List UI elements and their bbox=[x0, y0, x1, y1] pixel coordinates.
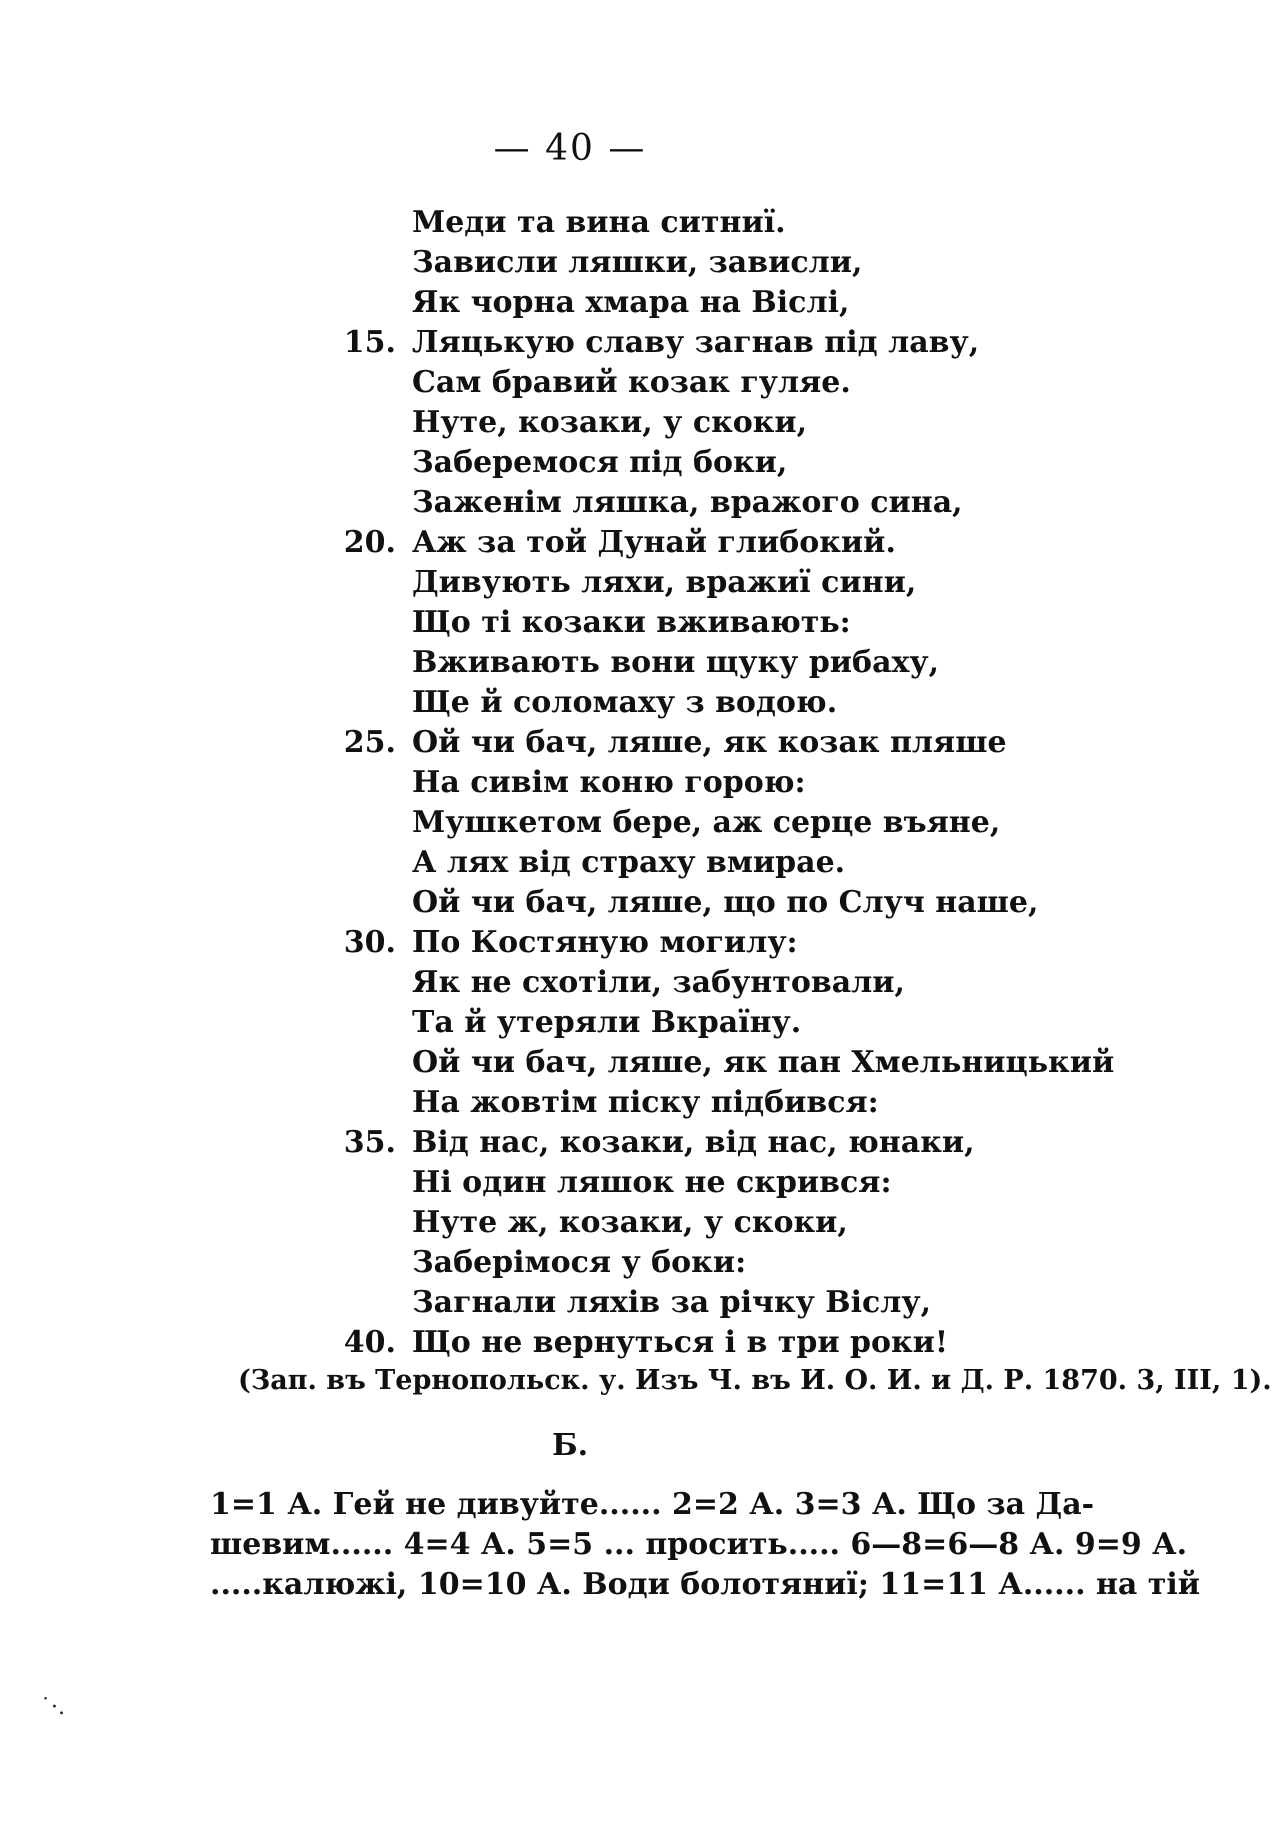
verse-text: Як чорна хмара на Віслі, bbox=[412, 285, 850, 320]
verse-line bbox=[330, 963, 1030, 1003]
variant-line: 1=1 А. Гей не дивуйте...... 2=2 А. 3=3 А. Що за Да- bbox=[210, 1487, 1095, 1522]
verse-text: Ой чи бач, ляше, як козак пляше bbox=[412, 725, 1007, 760]
verse-text: Вживають вони щуку рибаху, bbox=[412, 645, 940, 680]
verse-text: Сам бравий козак гуляе. bbox=[412, 365, 851, 400]
page-number: — 40 — bbox=[493, 128, 647, 169]
verse-number: 35. bbox=[343, 1125, 396, 1160]
verse-text: Меди та вина ситниї. bbox=[412, 205, 786, 240]
verse-line bbox=[330, 643, 1030, 683]
verse-text: Нуте, козаки, у скоки, bbox=[412, 405, 808, 440]
verse-text: Аж за той Дунай глибокий. bbox=[412, 525, 896, 560]
verse-line bbox=[330, 603, 1030, 643]
verse-number: 40. bbox=[343, 1325, 396, 1360]
verse-text: Нуте ж, козаки, у скоки, bbox=[412, 1205, 848, 1240]
verse-line bbox=[330, 363, 1030, 403]
section-heading: Б. bbox=[551, 1428, 589, 1463]
verse-number: 15. bbox=[343, 325, 396, 360]
verse-text: Ні один ляшок не скрився: bbox=[412, 1165, 892, 1200]
verse-text: Заберімося у боки: bbox=[412, 1245, 747, 1280]
poem-body bbox=[330, 203, 1115, 1363]
verse-line bbox=[330, 883, 1039, 923]
verse-line bbox=[330, 1043, 1115, 1083]
verse-line bbox=[330, 683, 1030, 723]
verse-text: Ляцькую славу загнав під лаву, bbox=[412, 325, 980, 360]
verse-line bbox=[330, 483, 1030, 523]
source-citation: (Зап. въ Тернопольск. у. Изъ Ч. въ И. О. И. и Д. Р. 1870. 3, III, 1). bbox=[238, 1365, 1272, 1396]
verse-text: По Костяную могилу: bbox=[412, 925, 798, 960]
verse-text: Що ті козаки вживають: bbox=[412, 605, 851, 640]
verse-text: Ще й соломаху з водою. bbox=[412, 685, 838, 720]
verse-line bbox=[330, 203, 1030, 243]
verse-line bbox=[330, 563, 1030, 603]
ink-speck: ˙·. bbox=[40, 1695, 65, 1720]
verse-text: Зависли ляшки, зависли, bbox=[412, 245, 863, 280]
verse-text: Дивують ляхи, вражиї сини, bbox=[412, 565, 917, 600]
verse-line bbox=[330, 323, 1030, 363]
variant-readings bbox=[210, 1485, 1201, 1605]
verse-text: Заженім ляшка, вражого сина, bbox=[412, 485, 963, 520]
verse-number: 30. bbox=[343, 925, 396, 960]
verse-line bbox=[330, 923, 1030, 963]
verse-text: Мушкетом бере, аж серце въяне, bbox=[412, 805, 1001, 840]
verse-line bbox=[330, 803, 1030, 843]
variant-line: шевим...... 4=4 А. 5=5 ... просить..... 6—8=6—8 А. 9=9 А. bbox=[210, 1527, 1188, 1562]
verse-text: Заберемося під боки, bbox=[412, 445, 788, 480]
verse-text: А лях від страху вмирае. bbox=[412, 845, 846, 880]
verse-text: На сивім коню горою: bbox=[412, 765, 806, 800]
verse-line bbox=[330, 1323, 1030, 1363]
verse-text: На жовтім піску підбився: bbox=[412, 1085, 879, 1120]
verse-line bbox=[330, 523, 1030, 563]
verse-line bbox=[330, 1283, 1030, 1323]
verse-line bbox=[330, 1203, 1030, 1243]
verse-text: Ой чи бач, ляше, як пан Хмельницький bbox=[412, 1045, 1115, 1080]
verse-number: 25. bbox=[343, 725, 396, 760]
verse-text: Ой чи бач, ляше, що по Случ наше, bbox=[412, 885, 1039, 920]
verse-line bbox=[330, 763, 1030, 803]
verse-line bbox=[330, 283, 1030, 323]
verse-line bbox=[330, 1243, 1030, 1283]
verse-line bbox=[330, 843, 1030, 883]
verse-text: Як не схотіли, забунтовали, bbox=[412, 965, 905, 1000]
verse-line bbox=[330, 403, 1030, 443]
verse-line bbox=[330, 1003, 1030, 1043]
variant-line: .....калюжі, 10=10 А. Води болотяниї; 11=11 А...... на тій bbox=[210, 1567, 1201, 1602]
verse-text: Від нас, козаки, від нас, юнаки, bbox=[412, 1125, 975, 1160]
verse-line bbox=[330, 443, 1030, 483]
verse-line bbox=[330, 723, 1030, 763]
verse-line bbox=[330, 1123, 1030, 1163]
verse-text: Що не вернуться і в три роки! bbox=[412, 1325, 949, 1360]
verse-line bbox=[330, 1163, 1030, 1203]
verse-line bbox=[330, 243, 1030, 283]
verse-text: Та й утеряли Вкраїну. bbox=[412, 1005, 802, 1040]
verse-number: 20. bbox=[343, 525, 396, 560]
verse-text: Загнали ляхів за річку Віслу, bbox=[412, 1285, 932, 1320]
verse-line bbox=[330, 1083, 1030, 1123]
